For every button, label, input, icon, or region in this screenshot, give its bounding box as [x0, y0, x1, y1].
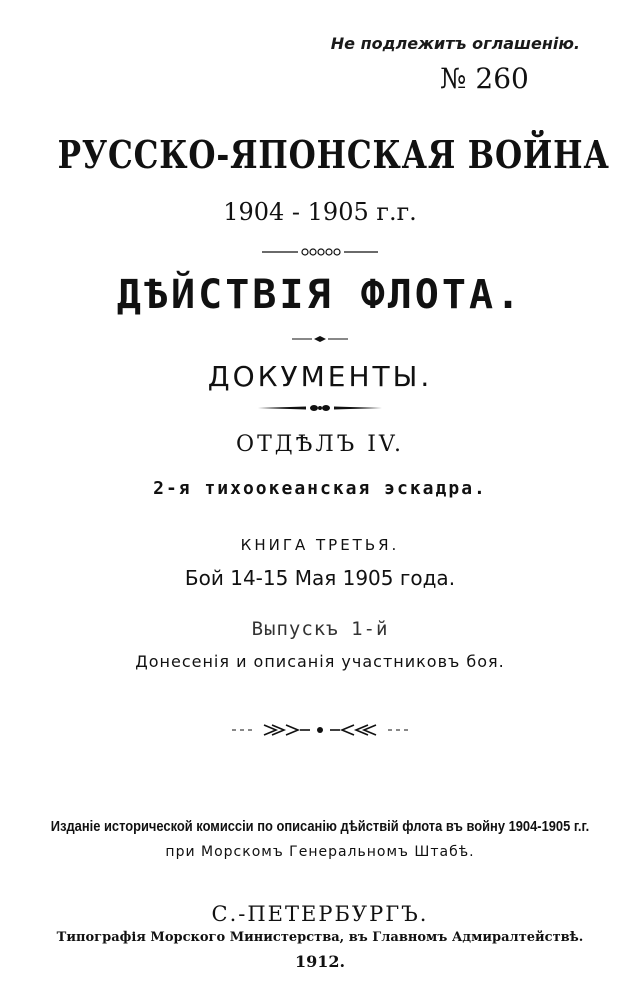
- general-staff-line: при Морскомъ Генеральномъ Штабѣ.: [165, 844, 475, 860]
- squadron-name: 2-я тихоокеанская эскадра.: [153, 478, 487, 499]
- subtitle-fleet-actions: ДѢЙСТВІЯ ФЛОТА.: [116, 272, 524, 318]
- ornament-divider-1: [260, 246, 380, 258]
- reports-description: Донесенія и описанія участниковъ боя.: [135, 652, 505, 671]
- documents-heading: ДОКУМЕНТЫ.: [207, 360, 433, 393]
- book-number: КНИГА ТРЕТЬЯ.: [240, 536, 400, 554]
- department-number: ОТДѢЛЪ IV.: [236, 432, 404, 457]
- ornament-divider-3: [256, 402, 384, 414]
- war-years: 1904 - 1905 г.г.: [223, 198, 417, 226]
- restriction-note: Не подлежитъ оглашенію.: [330, 34, 580, 53]
- battle-dates: Бой 14-15 Мая 1905 года.: [184, 566, 456, 590]
- main-title: РУССКО-ЯПОНСКАЯ ВОЙНА: [57, 132, 610, 177]
- issue-number: Выпускъ 1-й: [251, 618, 389, 640]
- publication-year: 1912.: [294, 952, 346, 971]
- ornament-divider-4: [230, 722, 410, 738]
- printing-house: Типографія Морского Министерства, въ Главномъ Адмиралтействѣ.: [56, 930, 584, 945]
- publisher-line: Изданіе исторической комиссіи по описанію дѣйствій флота въ войну 1904-1905 г.г.: [50, 818, 590, 835]
- document-number: № 260: [440, 62, 529, 95]
- city-name: С.-ПЕТЕРБУРГЪ.: [211, 902, 429, 926]
- ornament-divider-2: [290, 334, 350, 344]
